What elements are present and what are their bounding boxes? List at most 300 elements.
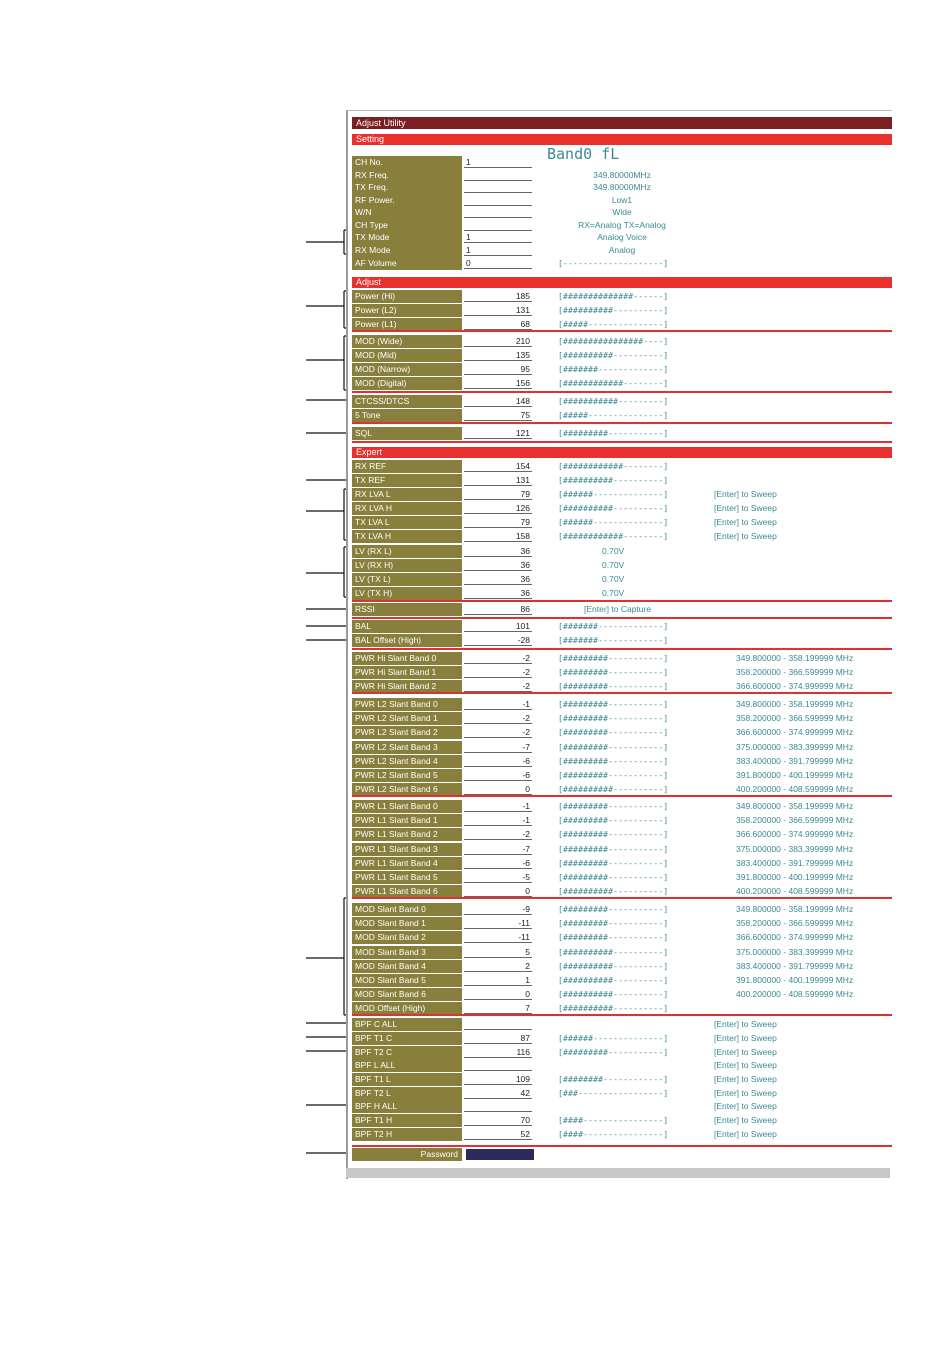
freq-range: 358.200000 - 366.599999 MHz bbox=[736, 815, 854, 826]
level-bar: [#########-----------] bbox=[558, 756, 669, 766]
param-label: PWR Hi Slant Band 1 bbox=[352, 666, 462, 679]
voltage-readout: 0.70V bbox=[602, 574, 625, 584]
param-row[interactable] bbox=[352, 409, 892, 422]
level-bar: [#########-----------] bbox=[558, 844, 669, 854]
param-value-field[interactable]: -11 bbox=[464, 917, 532, 929]
freq-range: 366.600000 - 374.999999 MHz bbox=[736, 727, 854, 738]
param-row[interactable] bbox=[352, 231, 892, 244]
group-divider bbox=[352, 391, 892, 393]
freq-range: 366.600000 - 374.999999 MHz bbox=[736, 932, 854, 943]
param-info: RX=Analog TX=Analog bbox=[578, 220, 666, 230]
param-row[interactable] bbox=[352, 634, 892, 647]
param-value-field[interactable]: 1 bbox=[464, 974, 532, 986]
param-label: RX Freq. bbox=[352, 169, 462, 182]
level-bar: [##########----------] bbox=[558, 1004, 669, 1014]
level-bar: [####----------------] bbox=[558, 1130, 669, 1139]
param-label: BPF T2 H bbox=[352, 1128, 462, 1141]
sweep-note: [Enter] to Sweep bbox=[714, 1115, 777, 1125]
sweep-note: [Enter] to Sweep bbox=[714, 1129, 777, 1139]
level-bar: [##########----------] bbox=[558, 990, 669, 1000]
freq-range: 366.600000 - 374.999999 MHz bbox=[736, 829, 854, 840]
param-row[interactable] bbox=[352, 244, 892, 257]
param-row[interactable] bbox=[352, 257, 892, 270]
freq-range: 358.200000 - 366.599999 MHz bbox=[736, 667, 854, 678]
param-label: MOD (Wide) bbox=[352, 335, 462, 348]
param-value-field[interactable]: 1 bbox=[464, 156, 532, 168]
param-value-field[interactable] bbox=[464, 1059, 532, 1071]
param-label: RX REF bbox=[352, 460, 462, 473]
param-label: PWR L2 Slant Band 4 bbox=[352, 755, 462, 768]
param-row[interactable] bbox=[352, 1018, 892, 1031]
level-bar: [####----------------] bbox=[558, 1116, 669, 1125]
param-row[interactable] bbox=[352, 871, 892, 884]
section-expert: Expert bbox=[352, 447, 892, 458]
param-info: Analog Voice bbox=[597, 232, 647, 242]
level-bar: [#####---------------] bbox=[558, 411, 669, 420]
param-row[interactable] bbox=[352, 181, 892, 194]
param-row[interactable] bbox=[352, 946, 892, 959]
param-value-field[interactable]: -6 bbox=[464, 755, 532, 767]
freq-range: 391.800000 - 400.199999 MHz bbox=[736, 872, 854, 882]
level-bar: [#########-----------] bbox=[558, 682, 669, 692]
param-row[interactable] bbox=[352, 460, 892, 473]
param-value-field[interactable] bbox=[464, 206, 532, 218]
sweep-note: [Enter] to Sweep bbox=[714, 1019, 777, 1029]
param-info: 349.80000MHz bbox=[593, 170, 651, 180]
param-label: BPF T1 C bbox=[352, 1032, 462, 1045]
level-bar: [##########----------] bbox=[558, 785, 669, 795]
param-value-field[interactable]: 185 bbox=[464, 290, 532, 302]
level-bar: [#########-----------] bbox=[558, 654, 669, 663]
param-value-field[interactable]: 1 bbox=[464, 244, 532, 256]
param-row[interactable] bbox=[352, 698, 892, 711]
param-row[interactable] bbox=[352, 1114, 892, 1127]
param-value-field[interactable] bbox=[464, 194, 532, 206]
param-value-field[interactable]: 36 bbox=[464, 573, 532, 585]
param-label: PWR Hi Slant Band 0 bbox=[352, 652, 462, 665]
level-bar: [#########-----------] bbox=[558, 742, 669, 752]
param-label: PWR L1 Slant Band 4 bbox=[352, 857, 462, 870]
param-label: PWR L1 Slant Band 3 bbox=[352, 843, 462, 856]
param-label: RF Power. bbox=[352, 194, 462, 207]
level-bar: [#########-----------] bbox=[558, 1048, 669, 1057]
sweep-note: [Enter] to Sweep bbox=[714, 1101, 777, 1111]
level-bar: [#########-----------] bbox=[558, 830, 669, 840]
param-value-field[interactable]: -1 bbox=[464, 814, 532, 826]
param-value-field[interactable]: -1 bbox=[464, 800, 532, 812]
param-row[interactable] bbox=[352, 960, 892, 973]
param-label: PWR L1 Slant Band 6 bbox=[352, 885, 462, 898]
group-divider bbox=[352, 422, 892, 424]
freq-range: 400.200000 - 408.599999 MHz bbox=[736, 784, 854, 795]
param-label: TX REF bbox=[352, 474, 462, 487]
param-label: PWR L2 Slant Band 6 bbox=[352, 783, 462, 796]
voltage-readout: 0.70V bbox=[602, 546, 625, 556]
group-divider bbox=[352, 648, 892, 650]
param-label: TX Mode bbox=[352, 231, 462, 244]
param-label: PWR L1 Slant Band 2 bbox=[352, 828, 462, 841]
level-bar: [#########-----------] bbox=[558, 429, 669, 438]
param-value-field[interactable]: 5 bbox=[464, 946, 532, 958]
param-value-field[interactable]: 79 bbox=[464, 516, 532, 528]
param-value-field[interactable]: 42 bbox=[464, 1087, 532, 1099]
param-row[interactable] bbox=[352, 620, 892, 633]
param-row[interactable] bbox=[352, 573, 892, 586]
param-value-field[interactable]: 68 bbox=[464, 318, 532, 330]
password-input[interactable] bbox=[466, 1149, 534, 1160]
band-header: Band0 fL bbox=[547, 145, 620, 163]
freq-range: 349.800000 - 358.199999 MHz bbox=[736, 653, 854, 663]
param-value-field[interactable]: 70 bbox=[464, 1114, 532, 1126]
param-label: CTCSS/DTCS bbox=[352, 395, 462, 408]
param-label: MOD Slant Band 4 bbox=[352, 960, 462, 973]
freq-range: 400.200000 - 408.599999 MHz bbox=[736, 989, 854, 1000]
group-divider bbox=[352, 600, 892, 602]
param-info: 349.80000MHz bbox=[593, 182, 651, 192]
param-row[interactable] bbox=[352, 290, 892, 303]
param-row[interactable] bbox=[352, 156, 892, 169]
param-value-field[interactable]: 86 bbox=[464, 603, 532, 615]
level-bar: [#########-----------] bbox=[558, 919, 669, 929]
param-label: MOD (Mid) bbox=[352, 349, 462, 362]
voltage-readout: 0.70V bbox=[602, 588, 625, 598]
param-label: MOD (Narrow) bbox=[352, 363, 462, 376]
param-value-field[interactable]: -2 bbox=[464, 666, 532, 678]
param-value-field[interactable]: 101 bbox=[464, 620, 532, 632]
freq-range: 375.000000 - 383.399999 MHz bbox=[736, 741, 854, 752]
level-bar: [#########-----------] bbox=[558, 873, 669, 882]
param-label: MOD Slant Band 3 bbox=[352, 946, 462, 959]
param-row[interactable] bbox=[352, 741, 892, 754]
param-label: CH No. bbox=[352, 156, 462, 169]
param-value-field[interactable]: 109 bbox=[464, 1073, 532, 1085]
level-bar: [##########----------] bbox=[558, 887, 669, 897]
param-row[interactable] bbox=[352, 1073, 892, 1086]
param-row[interactable] bbox=[352, 857, 892, 870]
param-value-field[interactable]: 36 bbox=[464, 587, 532, 599]
param-label: PWR L1 Slant Band 0 bbox=[352, 800, 462, 813]
param-row[interactable] bbox=[352, 206, 892, 219]
param-row[interactable] bbox=[352, 1059, 892, 1072]
level-bar: [#########-----------] bbox=[558, 700, 669, 709]
sweep-note: [Enter] to Sweep bbox=[714, 1033, 777, 1043]
param-row[interactable] bbox=[352, 559, 892, 572]
param-value-field[interactable]: -28 bbox=[464, 634, 532, 646]
param-value-field[interactable]: 79 bbox=[464, 488, 532, 500]
param-value-field[interactable]: 0 bbox=[464, 783, 532, 795]
level-bar: [##########----------] bbox=[558, 976, 669, 985]
level-bar: [##########----------] bbox=[558, 504, 669, 513]
section-setting: Setting bbox=[352, 134, 892, 145]
level-bar: [#########-----------] bbox=[558, 816, 669, 826]
sweep-note: [Enter] to Sweep bbox=[714, 1088, 777, 1098]
param-label: MOD Slant Band 0 bbox=[352, 903, 462, 916]
param-row[interactable] bbox=[352, 769, 892, 782]
param-label: BAL bbox=[352, 620, 462, 633]
param-value-field[interactable]: -6 bbox=[464, 857, 532, 869]
param-label: BAL Offset (High) bbox=[352, 634, 462, 647]
window-title: Adjust Utility bbox=[352, 117, 892, 129]
param-row[interactable] bbox=[352, 395, 892, 408]
param-row[interactable] bbox=[352, 814, 892, 827]
param-label: W/N bbox=[352, 206, 462, 219]
param-label: LV (TX L) bbox=[352, 573, 462, 586]
param-label: MOD Slant Band 5 bbox=[352, 974, 462, 987]
param-row[interactable] bbox=[352, 1128, 892, 1141]
param-label: LV (RX H) bbox=[352, 559, 462, 572]
param-label: BPF T1 H bbox=[352, 1114, 462, 1127]
level-bar: [###-----------------] bbox=[558, 1089, 669, 1098]
param-label: RX LVA H bbox=[352, 502, 462, 515]
param-value-field[interactable]: -2 bbox=[464, 712, 532, 724]
level-bar: [######--------------] bbox=[558, 490, 669, 499]
level-bar: [##########----------] bbox=[558, 476, 669, 485]
sweep-note: [Enter] to Sweep bbox=[714, 1060, 777, 1070]
param-row[interactable] bbox=[352, 587, 892, 600]
param-label: MOD Slant Band 1 bbox=[352, 917, 462, 930]
adjust-utility-window bbox=[346, 110, 892, 1179]
level-bar: [#########-----------] bbox=[558, 802, 669, 811]
param-value-field[interactable]: 121 bbox=[464, 427, 532, 439]
sweep-note: [Enter] to Capture bbox=[584, 604, 652, 614]
param-label: PWR L2 Slant Band 0 bbox=[352, 698, 462, 711]
param-label: MOD Slant Band 2 bbox=[352, 931, 462, 944]
param-row[interactable] bbox=[352, 349, 892, 362]
param-label: 5 Tone bbox=[352, 409, 462, 422]
sweep-note: [Enter] to Sweep bbox=[714, 531, 777, 541]
level-bar: [--------------------] bbox=[558, 259, 669, 268]
param-row[interactable] bbox=[352, 335, 892, 348]
param-value-field[interactable] bbox=[464, 1100, 532, 1112]
param-value-field[interactable]: 75 bbox=[464, 409, 532, 421]
param-value-field[interactable]: 36 bbox=[464, 559, 532, 571]
sweep-note: [Enter] to Sweep bbox=[714, 1074, 777, 1084]
level-bar: [##########----------] bbox=[558, 351, 669, 360]
param-row[interactable] bbox=[352, 427, 892, 440]
param-row[interactable] bbox=[352, 1087, 892, 1100]
param-value-field[interactable]: 36 bbox=[464, 545, 532, 557]
group-divider bbox=[352, 795, 892, 797]
param-value-field[interactable] bbox=[464, 181, 532, 193]
group-divider bbox=[352, 441, 892, 443]
param-value-field[interactable]: 0 bbox=[464, 885, 532, 897]
param-label: LV (TX H) bbox=[352, 587, 462, 600]
param-label: BPF T2 L bbox=[352, 1087, 462, 1100]
param-value-field[interactable]: 210 bbox=[464, 335, 532, 347]
param-row[interactable] bbox=[352, 603, 892, 616]
level-bar: [#########-----------] bbox=[558, 858, 669, 868]
param-label: PWR L2 Slant Band 1 bbox=[352, 712, 462, 725]
param-value-field[interactable]: -2 bbox=[464, 726, 532, 738]
level-bar: [########------------] bbox=[558, 1075, 669, 1084]
param-value-field[interactable]: 131 bbox=[464, 304, 532, 316]
level-bar: [################----] bbox=[558, 337, 669, 346]
level-bar: [#########-----------] bbox=[558, 933, 669, 943]
param-label: Power (L2) bbox=[352, 304, 462, 317]
param-value-field[interactable]: 95 bbox=[464, 363, 532, 375]
freq-range: 375.000000 - 383.399999 MHz bbox=[736, 843, 854, 854]
param-value-field[interactable]: -9 bbox=[464, 903, 532, 915]
sweep-note: [Enter] to Sweep bbox=[714, 1047, 777, 1057]
freq-range: 358.200000 - 366.599999 MHz bbox=[736, 918, 854, 929]
param-row[interactable] bbox=[352, 304, 892, 317]
param-label: BPF H ALL bbox=[352, 1100, 462, 1113]
param-label: BPF C ALL bbox=[352, 1018, 462, 1031]
param-row[interactable] bbox=[352, 545, 892, 558]
param-row[interactable] bbox=[352, 828, 892, 841]
param-label: Power (Hi) bbox=[352, 290, 462, 303]
param-label: PWR L1 Slant Band 5 bbox=[352, 871, 462, 884]
param-value-field[interactable]: 154 bbox=[464, 460, 532, 472]
param-row[interactable] bbox=[352, 931, 892, 944]
param-row[interactable] bbox=[352, 666, 892, 679]
param-row[interactable] bbox=[352, 488, 892, 501]
sweep-note: [Enter] to Sweep bbox=[714, 503, 777, 513]
param-value-field[interactable]: 7 bbox=[464, 1002, 532, 1014]
param-row[interactable] bbox=[352, 1046, 892, 1059]
param-value-field[interactable]: 0 bbox=[464, 257, 532, 269]
param-value-field[interactable]: 158 bbox=[464, 530, 532, 542]
param-row[interactable] bbox=[352, 974, 892, 987]
param-value-field[interactable]: -6 bbox=[464, 769, 532, 781]
param-row[interactable] bbox=[352, 516, 892, 529]
param-value-field[interactable]: -1 bbox=[464, 698, 532, 710]
freq-range: 400.200000 - 408.599999 MHz bbox=[736, 886, 854, 897]
group-divider bbox=[352, 617, 892, 619]
param-label: MOD Slant Band 6 bbox=[352, 988, 462, 1001]
group-divider bbox=[352, 330, 892, 332]
param-label: LV (RX L) bbox=[352, 545, 462, 558]
param-label: BPF T2 C bbox=[352, 1046, 462, 1059]
param-value-field[interactable]: 116 bbox=[464, 1046, 532, 1058]
param-value-field[interactable]: -2 bbox=[464, 652, 532, 664]
password-row[interactable] bbox=[352, 1148, 892, 1161]
param-label: PWR L2 Slant Band 2 bbox=[352, 726, 462, 739]
freq-range: 391.800000 - 400.199999 MHz bbox=[736, 770, 854, 780]
level-bar: [##########----------] bbox=[558, 961, 669, 971]
param-value-field[interactable]: 2 bbox=[464, 960, 532, 972]
param-value-field[interactable]: 135 bbox=[464, 349, 532, 361]
param-row[interactable] bbox=[352, 652, 892, 665]
param-value-field[interactable]: -7 bbox=[464, 843, 532, 855]
param-label: PWR L2 Slant Band 5 bbox=[352, 769, 462, 782]
freq-range: 349.800000 - 358.199999 MHz bbox=[736, 904, 854, 914]
param-label: TX Freq. bbox=[352, 181, 462, 194]
freq-range: 366.600000 - 374.999999 MHz bbox=[736, 681, 854, 692]
param-row[interactable] bbox=[352, 988, 892, 1001]
group-divider bbox=[352, 692, 892, 694]
param-row[interactable] bbox=[352, 755, 892, 768]
param-row[interactable] bbox=[352, 843, 892, 856]
param-value-field[interactable]: 1 bbox=[464, 231, 532, 243]
level-bar: [############--------] bbox=[558, 379, 669, 388]
param-row[interactable] bbox=[352, 530, 892, 543]
window-bottom-edge bbox=[346, 1168, 890, 1178]
param-row[interactable] bbox=[352, 502, 892, 515]
param-value-field[interactable]: 0 bbox=[464, 988, 532, 1000]
level-bar: [#########-----------] bbox=[558, 771, 669, 780]
group-divider bbox=[352, 897, 892, 899]
param-label: RX Mode bbox=[352, 244, 462, 257]
freq-range: 349.800000 - 358.199999 MHz bbox=[736, 801, 854, 811]
param-value-field[interactable]: -2 bbox=[464, 828, 532, 840]
level-bar: [#######-------------] bbox=[558, 622, 669, 631]
param-value-field[interactable]: 87 bbox=[464, 1032, 532, 1044]
freq-range: 358.200000 - 366.599999 MHz bbox=[736, 713, 854, 724]
param-value-field[interactable]: -7 bbox=[464, 741, 532, 753]
param-row[interactable] bbox=[352, 1032, 892, 1045]
param-info: Wide bbox=[612, 207, 632, 217]
level-bar: [############--------] bbox=[558, 532, 669, 541]
level-bar: [###########---------] bbox=[558, 397, 669, 406]
param-value-field[interactable]: 148 bbox=[464, 395, 532, 407]
level-bar: [##############------] bbox=[558, 292, 669, 301]
param-label: PWR L1 Slant Band 1 bbox=[352, 814, 462, 827]
freq-range: 383.400000 - 391.799999 MHz bbox=[736, 755, 854, 766]
param-info: Low1 bbox=[611, 195, 633, 205]
param-label: CH Type bbox=[352, 219, 462, 232]
param-value-field[interactable]: -2 bbox=[464, 680, 532, 692]
param-value-field[interactable]: -11 bbox=[464, 931, 532, 943]
sweep-note: [Enter] to Sweep bbox=[714, 517, 777, 527]
param-label: BPF T1 L bbox=[352, 1073, 462, 1086]
param-value-field[interactable] bbox=[464, 169, 532, 181]
param-value-field[interactable] bbox=[464, 1018, 532, 1030]
param-row[interactable] bbox=[352, 363, 892, 376]
param-label: RSSI bbox=[352, 603, 462, 616]
param-row[interactable] bbox=[352, 726, 892, 739]
level-bar: [##########----------] bbox=[558, 306, 669, 315]
param-label: PWR Hi Slant Band 2 bbox=[352, 680, 462, 693]
freq-range: 375.000000 - 383.399999 MHz bbox=[736, 946, 854, 957]
password-label: Password bbox=[352, 1148, 462, 1161]
level-bar: [##########----------] bbox=[558, 947, 669, 957]
level-bar: [#########-----------] bbox=[558, 668, 669, 678]
param-row[interactable] bbox=[352, 712, 892, 725]
param-value-field[interactable]: 131 bbox=[464, 474, 532, 486]
param-label: MOD (Digital) bbox=[352, 377, 462, 390]
group-divider bbox=[352, 1014, 892, 1016]
param-value-field[interactable]: 52 bbox=[464, 1128, 532, 1140]
level-bar: [#####---------------] bbox=[558, 320, 669, 329]
param-row[interactable] bbox=[352, 474, 892, 487]
param-row[interactable] bbox=[352, 800, 892, 813]
level-bar: [#######-------------] bbox=[558, 636, 669, 645]
param-value-field[interactable]: 156 bbox=[464, 377, 532, 389]
param-row[interactable] bbox=[352, 903, 892, 916]
freq-range: 383.400000 - 391.799999 MHz bbox=[736, 960, 854, 971]
param-label: SQL bbox=[352, 427, 462, 440]
param-label: TX LVA L bbox=[352, 516, 462, 529]
param-label: BPF L ALL bbox=[352, 1059, 462, 1072]
level-bar: [#########-----------] bbox=[558, 905, 669, 914]
param-label: PWR L2 Slant Band 3 bbox=[352, 741, 462, 754]
voltage-readout: 0.70V bbox=[602, 560, 625, 570]
sweep-note: [Enter] to Sweep bbox=[714, 489, 777, 499]
param-value-field[interactable]: -5 bbox=[464, 871, 532, 883]
level-bar: [######--------------] bbox=[558, 1034, 669, 1043]
param-value-field[interactable]: 126 bbox=[464, 502, 532, 514]
param-label: TX LVA H bbox=[352, 530, 462, 543]
param-info: Analog bbox=[608, 245, 636, 255]
param-row[interactable] bbox=[352, 1100, 892, 1113]
param-value-field[interactable] bbox=[464, 219, 532, 231]
group-divider bbox=[352, 1145, 892, 1147]
freq-range: 349.800000 - 358.199999 MHz bbox=[736, 699, 854, 709]
param-row[interactable] bbox=[352, 917, 892, 930]
param-row[interactable] bbox=[352, 377, 892, 390]
level-bar: [#########-----------] bbox=[558, 728, 669, 738]
